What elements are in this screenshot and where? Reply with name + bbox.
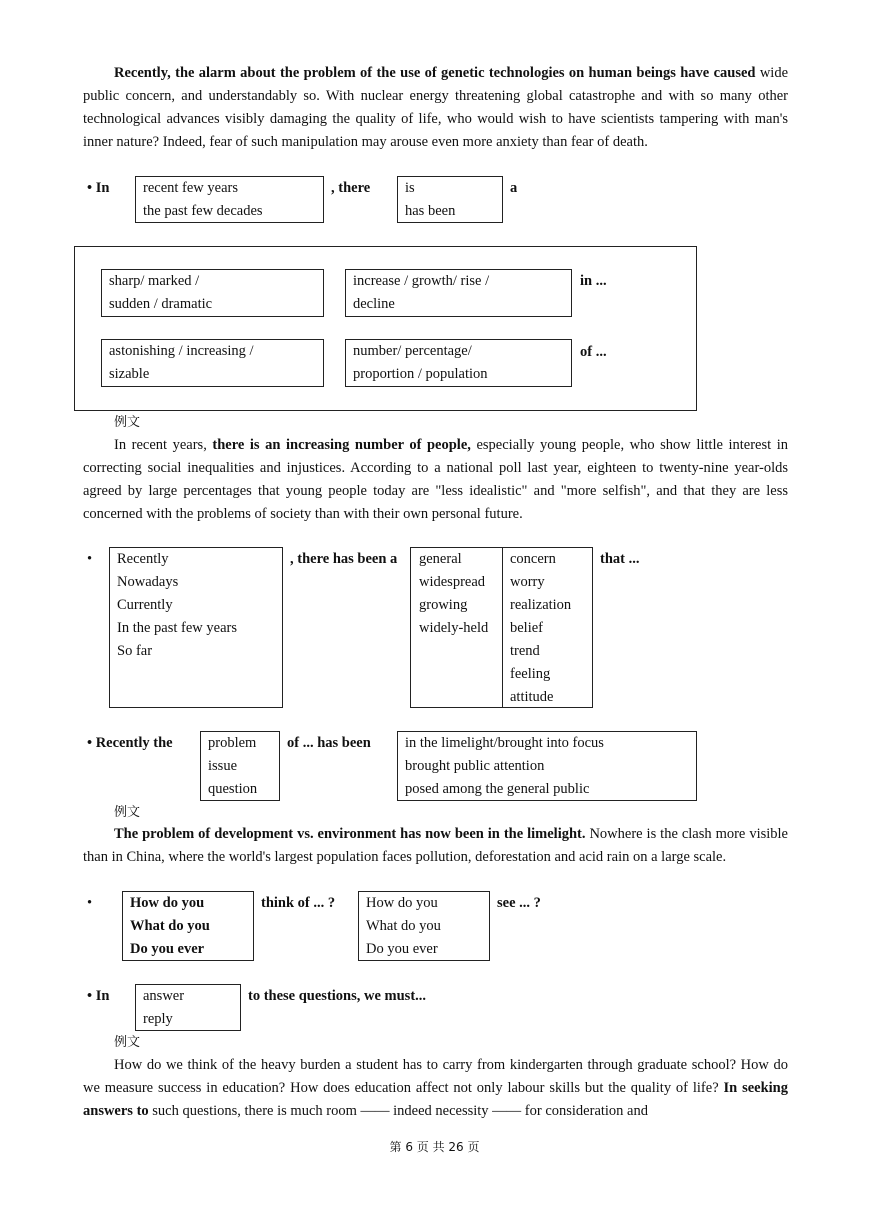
pattern1-verb-option: has been: [405, 203, 456, 219]
pattern3-noun-box: [200, 731, 280, 801]
pattern1-time-option: recent few years: [143, 180, 238, 196]
noun-option: realization: [510, 597, 572, 613]
example-label: 例文: [114, 415, 141, 430]
example3-paragraph: [83, 1054, 788, 1123]
pattern2-bullet: •: [87, 551, 93, 567]
pattern1-time-box: [135, 176, 324, 223]
adjective-option: general: [419, 551, 462, 567]
pattern1-adj-box-1: [101, 269, 324, 317]
example1-start: In recent years,: [114, 437, 213, 453]
noun-option: belief: [510, 620, 544, 636]
example1-rest: especially young people, who show little interest in correcting social inequalities and injustices. According to a national poll last year, eighteen to twenty-nine year-olds agreed by large percentages that young people today are "less idealistic" and "more selfish", and that they are less concerned with the problems of society than with their own personal future.: [83, 437, 788, 522]
pattern3-lead: • Recently the: [87, 735, 173, 751]
example-label: 例文: [114, 805, 141, 820]
pattern1-of-label: of ...: [580, 344, 607, 360]
pattern4-mid: think of ... ?: [261, 895, 336, 911]
question-option: How do you: [130, 895, 205, 911]
pattern4-question-box-2: [358, 891, 490, 961]
noun-option: trend: [510, 643, 540, 659]
example3-bold: In seeking answers to: [83, 1080, 788, 1119]
example2-rest: Nowhere is the clash more visible than in China, where the world's largest population faces pollution, deforestation and acid rain on a large scale.: [83, 826, 788, 865]
noun-option: decline: [353, 296, 395, 312]
pattern1-noun-box-2: [345, 339, 572, 387]
adjective-option: sudden / dramatic: [109, 296, 213, 312]
adjective-option: widespread: [419, 574, 486, 590]
adjective-option: astonishing / increasing /: [109, 343, 254, 359]
question-option: Do you ever: [366, 941, 438, 957]
answer-option: answer: [143, 988, 185, 1004]
column-divider: [502, 548, 503, 707]
noun-option: increase / growth/ rise /: [353, 273, 490, 289]
example3-start: How do we think of the heavy burden a student has to carry from kindergarten through graduate school? How do we measure success in education? How does education affect not only labour skills but the quality of life?: [83, 1057, 788, 1096]
example2-paragraph: [83, 823, 788, 869]
intro-paragraph: [83, 62, 788, 154]
example1-bold: there is an increasing number of people,: [212, 437, 471, 453]
pattern1-end: a: [510, 180, 518, 196]
noun-option: number/ percentage/: [353, 343, 472, 359]
pattern5-end: to these questions, we must...: [248, 988, 427, 1004]
pattern2-end: that ...: [600, 551, 640, 567]
pattern2-mid: , there has been a: [290, 551, 398, 567]
pattern1-in-label: in ...: [580, 273, 607, 289]
example-label: 例文: [114, 1035, 141, 1050]
noun-option: proportion / population: [353, 366, 488, 382]
pattern1-noun-box-1: [345, 269, 572, 317]
pattern2-noun-column: [510, 548, 571, 709]
noun-option: question: [208, 781, 258, 797]
intro-rest-text: wide public concern, and understandably so. With nuclear energy threatening global catastrophe and with so many other technological advances visibly damaging the quality of life, who would wish to have scientists tampering with man's inner nature? Indeed, fear of such manipulation may arouse even more anxiety than fear of death.: [83, 65, 788, 150]
phrase-option: in the limelight/brought into focus: [405, 735, 604, 751]
noun-option: attitude: [510, 689, 554, 705]
pattern1-mid: , there: [331, 180, 371, 196]
pattern5-box: [135, 984, 241, 1031]
question-option: What do you: [366, 918, 441, 934]
question-option: How do you: [366, 895, 438, 911]
example3-rest: such questions, there is much room —— indeed necessity —— for consideration and: [148, 1103, 648, 1119]
pattern3-phrase-box: [397, 731, 697, 801]
adjective-option: sizable: [109, 366, 150, 382]
time-option: Currently: [117, 597, 173, 613]
intro-bold-sentence: Recently, the alarm about the problem of the use of genetic technologies on human beings have caused: [114, 65, 756, 81]
pattern2-adj-column: [419, 548, 488, 640]
noun-option: issue: [208, 758, 237, 774]
pattern1-time-option: the past few decades: [143, 203, 263, 219]
page-footer: 第 6 页 共 26 页: [389, 1140, 480, 1154]
time-option: Nowadays: [117, 574, 179, 590]
phrase-option: brought public attention: [405, 758, 545, 774]
time-option: So far: [117, 643, 153, 659]
example1-paragraph: [83, 434, 788, 526]
answer-option: reply: [143, 1011, 173, 1027]
noun-option: concern: [510, 551, 556, 567]
pattern3-mid: of ... has been: [287, 735, 371, 751]
pattern1-adj-box-2: [101, 339, 324, 387]
pattern4-end: see ... ?: [497, 895, 541, 911]
pattern2-adj-noun-box: [410, 547, 593, 708]
pattern1-verb-box: [397, 176, 503, 223]
noun-option: problem: [208, 735, 257, 751]
pattern1-lead: • In: [87, 180, 110, 196]
pattern5-lead: • In: [87, 988, 110, 1004]
noun-option: worry: [510, 574, 545, 590]
time-option: In the past few years: [117, 620, 237, 636]
pattern1-verb-option: is: [405, 180, 415, 196]
pattern4-bullet: •: [87, 895, 93, 911]
pattern2-time-box: [109, 547, 283, 708]
question-option: What do you: [130, 918, 210, 934]
pattern4-question-box-1: [122, 891, 254, 961]
example2-bold: The problem of development vs. environment has now been in the limelight.: [114, 826, 586, 842]
time-option: Recently: [117, 551, 169, 567]
phrase-option: posed among the general public: [405, 781, 590, 797]
adjective-option: widely-held: [419, 620, 489, 636]
adjective-option: growing: [419, 597, 468, 613]
adjective-option: sharp/ marked /: [109, 273, 200, 289]
noun-option: feeling: [510, 666, 551, 682]
question-option: Do you ever: [130, 941, 205, 957]
